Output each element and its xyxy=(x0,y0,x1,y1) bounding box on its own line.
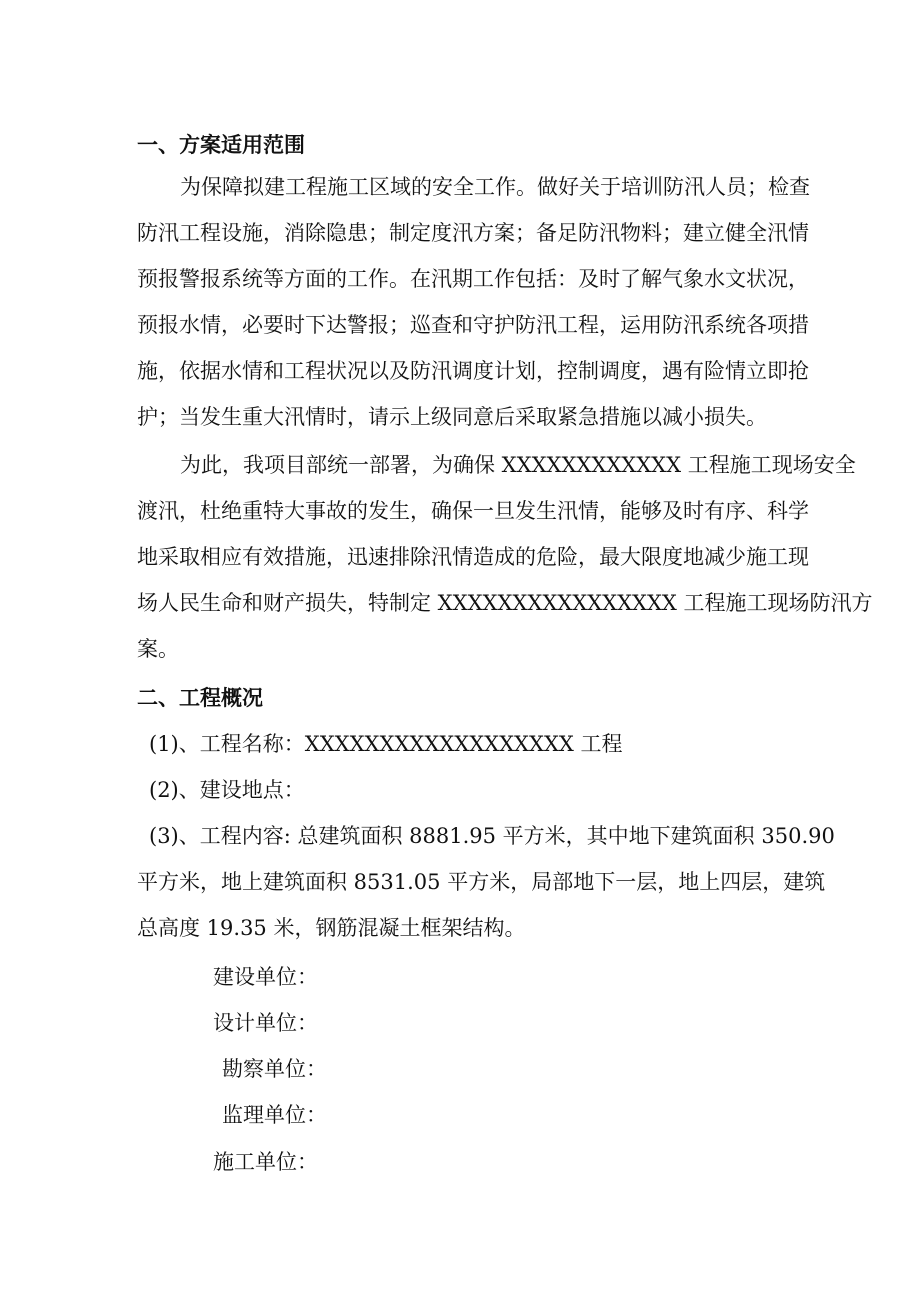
supervision-unit-label: 监理单位： xyxy=(222,1103,327,1127)
paragraph-2-line-1: 为此，我项目部统一部署，为确保 XXXXXXXXXXXX 工程施工现场安全 xyxy=(180,453,856,477)
section-1-heading: 一、方案适用范围 xyxy=(137,133,305,157)
paragraph-2-line-4: 场人民生命和财产损失，特制定 XXXXXXXXXXXXXXXX 工程施工现场防汛方 xyxy=(137,591,873,615)
paragraph-2-line-3: 地采取相应有效措施，迅速排除汛情造成的危险，最大限度地减少施工现 xyxy=(137,545,809,569)
paragraph-1-line-3: 预报警报系统等方面的工作。在汛期工作包括：及时了解气象水文状况， xyxy=(137,267,809,291)
survey-unit-label: 勘察单位： xyxy=(222,1057,327,1081)
paragraph-1-line-5: 施，依据水情和工程状况以及防汛调度计划，控制调度，遇有险情立即抢 xyxy=(137,359,809,383)
paragraph-1-line-6: 护；当发生重大汛情时，请示上级同意后采取紧急措施以减小损失。 xyxy=(137,405,767,429)
paragraph-1-line-4: 预报水情，必要时下达警报；巡查和守护防汛工程，运用防汛系统各项措 xyxy=(137,313,809,337)
project-content-line-3: 总高度 19.35 米，钢筋混凝土框架结构。 xyxy=(137,916,526,940)
paragraph-2-line-5: 案。 xyxy=(137,637,179,661)
project-content-line-1: (3)、工程内容: 总建筑面积 8881.95 平方米，其中地下建筑面积 350.90 xyxy=(149,824,835,848)
construction-unit-label: 建设单位： xyxy=(213,965,318,989)
contractor-unit-label: 施工单位： xyxy=(213,1150,318,1174)
project-name-item: (1)、工程名称：XXXXXXXXXXXXXXXXXX 工程 xyxy=(149,732,623,756)
construction-site-item: (2)、建设地点： xyxy=(149,778,305,802)
project-content-line-2: 平方米，地上建筑面积 8531.05 平方米，局部地下一层，地上四层，建筑 xyxy=(137,870,826,894)
section-2-heading: 二、工程概况 xyxy=(137,686,263,710)
paragraph-1-line-1: 为保障拟建工程施工区域的安全工作。做好关于培训防汛人员；检查 xyxy=(180,175,810,199)
paragraph-2-line-2: 渡汛，杜绝重特大事故的发生，确保一旦发生汛情，能够及时有序、科学 xyxy=(137,499,809,523)
design-unit-label: 设计单位： xyxy=(213,1011,318,1035)
paragraph-1-line-2: 防汛工程设施，消除隐患；制定度汛方案；备足防汛物料；建立健全汛情 xyxy=(137,221,809,245)
